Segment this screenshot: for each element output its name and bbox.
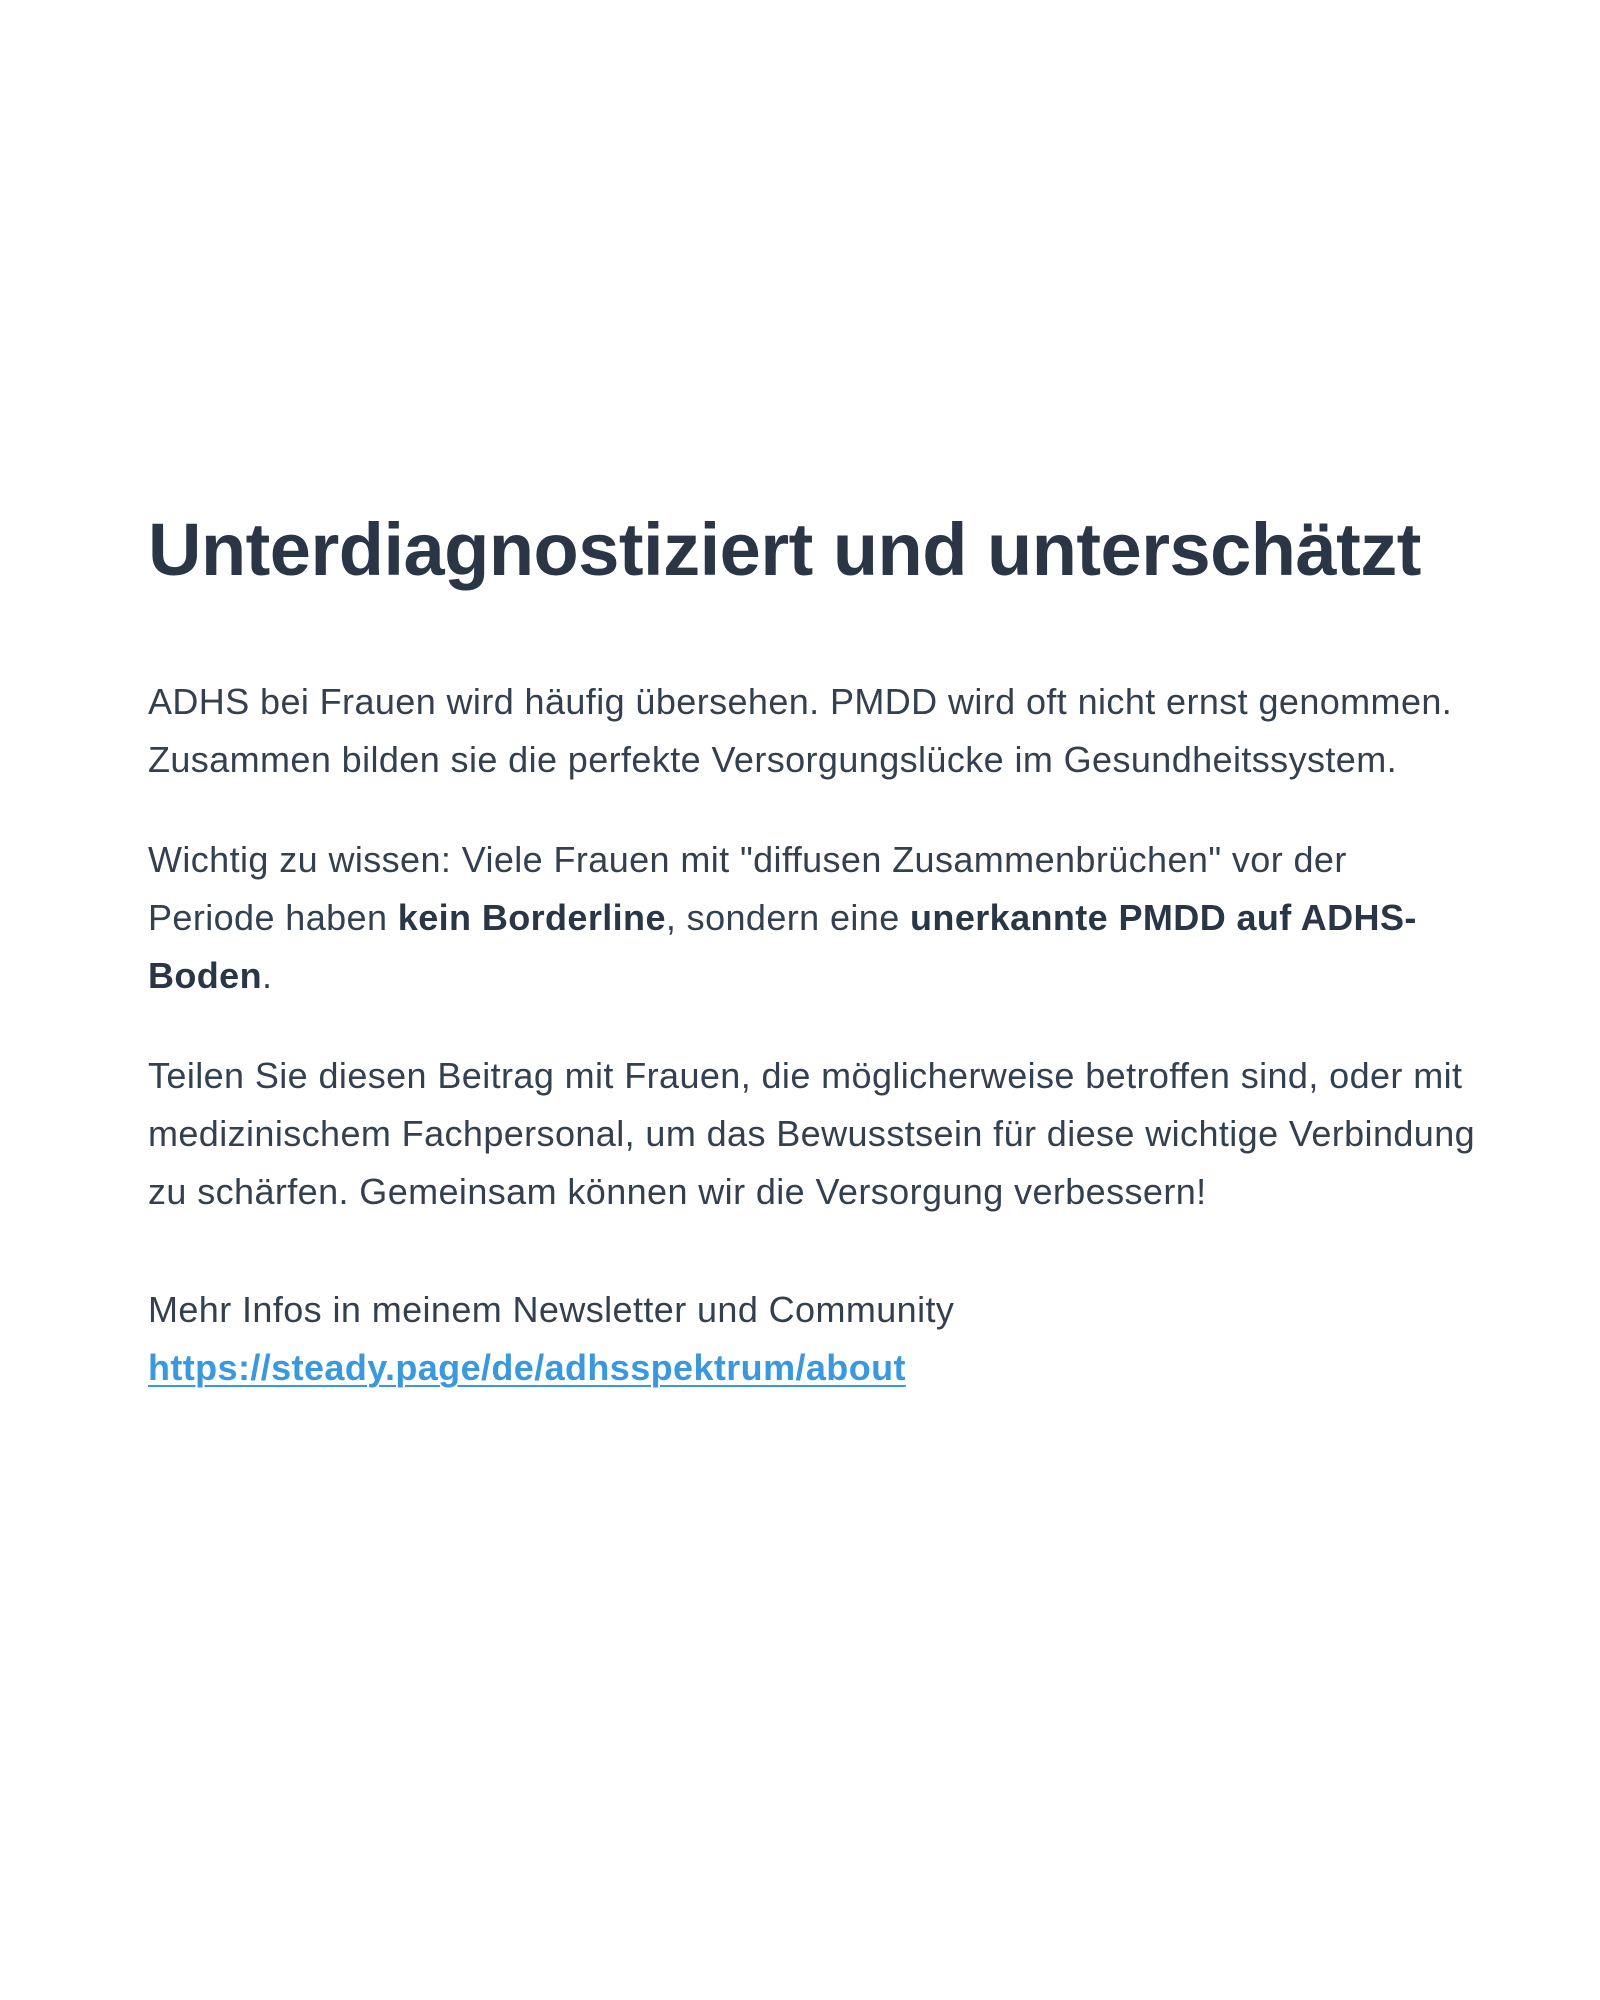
community-link[interactable]: https://steady.page/de/adhsspektrum/about — [148, 1347, 906, 1388]
article-content — [148, 505, 1478, 1397]
important-text-part-1: Wichtig zu wissen: Viele Frauen mit "diffusen Zusammenbrüchen" vor der Periode haben — [148, 839, 1347, 938]
page-title: Unterdiagnostiziert und unterschätzt — [148, 508, 1421, 591]
more-info-text: Mehr Infos in meinem Newsletter und Community — [148, 1289, 955, 1330]
share-paragraph: Teilen Sie diesen Beitrag mit Frauen, die möglicherweise betroffen sind, oder mit medizinischem Fachpersonal, um das Bewusstsein für diese wichtige Verbindung zu schärfen. Gemeinsam können wir die Versorgung verbessern! — [148, 1055, 1476, 1212]
more-info-block — [148, 1281, 1478, 1397]
important-paragraph — [148, 831, 1478, 1005]
emphasis-pmdd-adhs: unerkannte PMDD auf ADHS-Boden — [148, 897, 1417, 996]
important-text-part-2: , sondern eine — [665, 897, 911, 938]
emphasis-no-borderline: kein Borderline — [397, 897, 666, 938]
intro-paragraph: ADHS bei Frauen wird häufig übersehen. PMDD wird oft nicht ernst genommen. Zusammen bilden sie die perfekte Versorgungslücke im Gesundheitssystem. — [148, 681, 1453, 780]
important-text-part-3: . — [262, 955, 273, 996]
